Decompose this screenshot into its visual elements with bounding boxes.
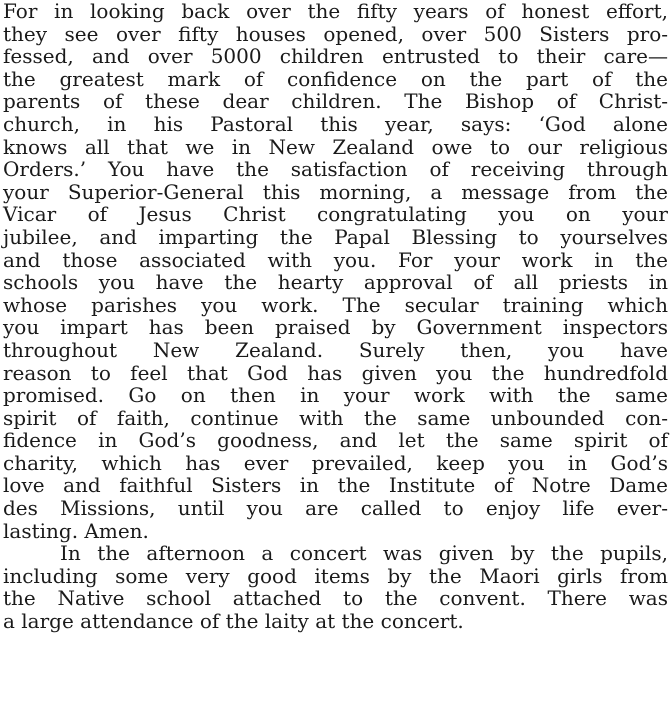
text-line: your Superior-General this morning, a message from the [3,179,668,204]
text-line: fidence in God’s goodness, and let the same spirit of [3,428,668,453]
text-line: fessed, and over 5000 children entrusted to their care— [3,44,668,69]
text-line: In the afternoon a concert was given by the pupils, [60,541,668,566]
text-line: parents of these dear children. The Bishop of Christ- [3,89,668,114]
text-line: the greatest mark of confidence on the part of the [3,66,668,91]
text-line: schools you have the hearty approval of all priests in [3,270,668,295]
text-line: reason to feel that God has given you the hundredfold [3,360,668,385]
text-line: throughout New Zealand. Surely then, you have [3,337,668,362]
text-line: For in looking back over the fifty years of honest effort, [3,0,668,23]
text-line: whose parishes you work. The secular training which [3,292,668,317]
text-line: Vicar of Jesus Christ congratulating you on your [3,202,668,227]
text-line: des Missions, until you are called to enjoy life ever- [3,496,668,521]
text-line: promised. Go on then in your work with the same [3,383,668,408]
text-line: a large attendance of the laity at the concert. [3,609,464,634]
text-line: you impart has been praised by Government inspectors [3,315,668,340]
paragraph-concert [3,542,668,632]
text-line: lasting. Amen. [3,518,149,543]
text-line: love and faithful Sisters in the Institute of Notre Dame [3,473,668,498]
text-line: spirit of faith, continue with the same unbounded con- [3,405,668,430]
text-line: jubilee, and imparting the Papal Blessing to yourselves [3,224,668,249]
text-line: and those associated with you. For your work in the [3,247,668,272]
text-line: church, in his Pastoral this year, says: ‘God alone [3,111,668,136]
text-line: the Native school attached to the convent. There was [3,586,668,611]
text-line: charity, which has ever prevailed, keep you in God’s [3,450,668,475]
paragraph-jubilee-address [3,0,668,542]
text-line: Orders.’ You have the satisfaction of receiving through [3,157,668,182]
text-line: including some very good items by the Maori girls from [3,563,668,588]
text-line: they see over fifty houses opened, over 500 Sisters pro- [3,21,668,46]
text-line: knows all that we in New Zealand owe to our religious [3,134,668,159]
